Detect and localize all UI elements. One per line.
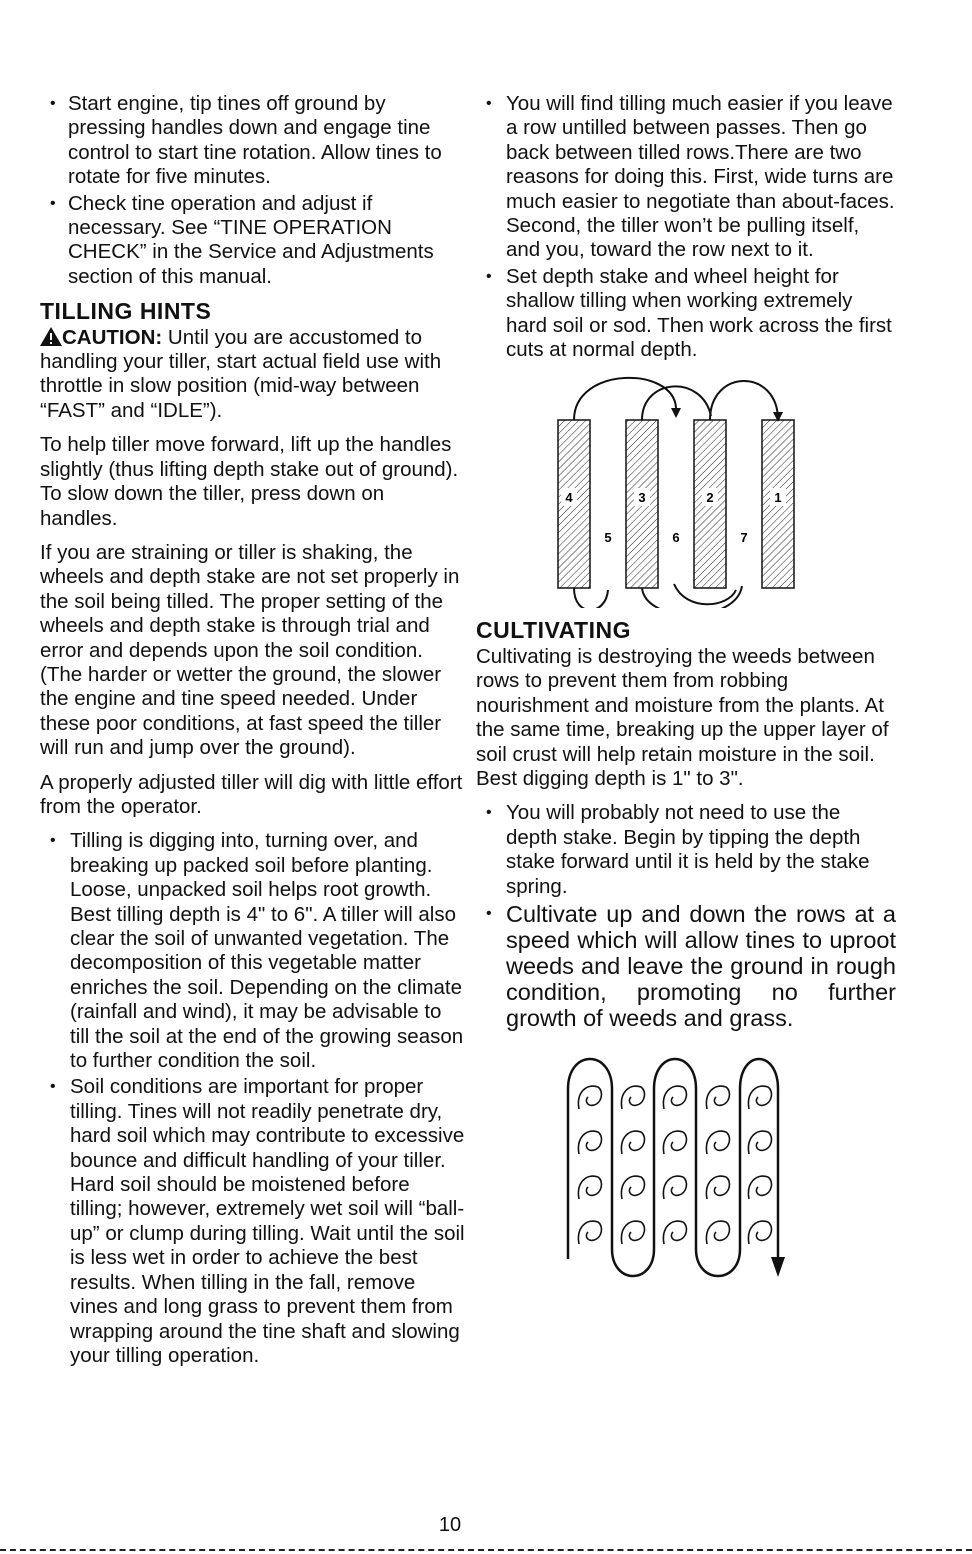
plant-symbol xyxy=(621,1221,644,1244)
plant-symbol xyxy=(621,1176,644,1199)
direction-arrow-icon xyxy=(771,1257,785,1277)
bullet-depth-stake-not-needed: • You will probably not need to use the depth stake. Begin by tipping the depth stake forward until it is held by the stake spring. xyxy=(476,801,896,899)
bullet-soil-conditions: • Soil conditions are important for proper tilling. Tines will not readily penetrate dry, hard soil which may contribute to excessive bounce and difficult handling of your tiller. Hard soil should be moistened before tilling; however, extremely wet soil will “ball-up” or clump during tilling. Wait until the soil is less wet in order to achieve the best results. When tilling in the fall, remove vines and long grass to prevent them from wrapping around the tine shaft and slowing your tilling operation. xyxy=(40,1075,465,1368)
tilling-pattern-diagram xyxy=(546,368,816,608)
plant-symbol xyxy=(663,1086,686,1109)
plant-symbol xyxy=(748,1221,771,1244)
tilling-hints-heading: TILLING HINTS xyxy=(40,298,212,325)
bullet-depth-stake: • Set depth stake and wheel height for shallow tilling when working extremely hard soil or sod. Then work across the first cuts at normal depth. xyxy=(476,265,896,363)
turn-arrow-top-right xyxy=(710,381,778,420)
startup-bullet-list xyxy=(40,92,465,289)
bullet-cultivate-rows: • Cultivate up and down the rows at a speed which will allow tines to uproot weeds and leave the ground in rough condition, promoting no further growth of weeds and grass. xyxy=(476,901,896,1031)
plant-symbol xyxy=(663,1131,686,1154)
cultivating-pattern-diagram xyxy=(560,1049,790,1289)
plant-symbol xyxy=(663,1176,686,1199)
plant-symbol xyxy=(748,1176,771,1199)
row-label-1: 1 xyxy=(774,490,782,506)
paragraph-properly-adjusted: A properly adjusted tiller will dig with little effort from the operator. xyxy=(40,770,463,818)
caution-text: Until you are accustomed to handling your tiller, start actual field use with throttle in slow position (mid-way between “FAST” and “IDLE”). xyxy=(40,325,442,422)
bullet-tilling-definition: • Tilling is digging into, turning over, and breaking up packed soil before planting. Loose, unpacked soil helps root growth. Best tilling depth is 4" to 6". A tiller will also clear the soil of unwanted vegetation. The decomposition of this vegetable matter enriches the soil. Depending on the climate (rainfall and wind), it may be advisable to till the soil at the end of the growing season to further condition the soil. xyxy=(40,829,465,1073)
bottom-rule xyxy=(0,1549,972,1551)
cultivating-bullet-list xyxy=(476,801,896,1031)
plant-symbol xyxy=(706,1221,729,1244)
row-label-5: 5 xyxy=(604,530,612,546)
row-label-4: 4 xyxy=(565,490,573,506)
turn-arrow-bottom-right xyxy=(642,586,742,608)
plant-symbol xyxy=(621,1131,644,1154)
turn-arrow-bottom-left xyxy=(574,588,608,608)
plant-symbol xyxy=(578,1086,601,1109)
plant-symbol xyxy=(578,1176,601,1199)
tilling-bullet-list xyxy=(40,829,465,1368)
cultivating-paragraph: Cultivating is destroying the weeds between rows to prevent them from robbing nourishment and moisture from the plants. At the same time, breaking up the upper layer of soil crust will help retain moisture in the soil. Best digging depth is 1" to 3". xyxy=(476,644,889,790)
page-number: 10 xyxy=(438,1514,462,1536)
row-label-3: 3 xyxy=(638,490,646,506)
caution-label: CAUTION: xyxy=(62,325,163,349)
right-column xyxy=(476,92,896,1289)
cultivating-path xyxy=(568,1059,778,1276)
right-bullet-list xyxy=(476,92,896,362)
cultivating-heading: CULTIVATING xyxy=(476,617,631,644)
row-label-7: 7 xyxy=(740,530,748,546)
plant-rows xyxy=(578,1086,771,1244)
paragraph-move-forward: To help tiller move forward, lift up the handles slightly (thus lifting depth stake out of ground). To slow down the tiller, press down on handles. xyxy=(40,433,459,530)
turn-arrow-top-left xyxy=(574,378,676,420)
plant-symbol xyxy=(663,1221,686,1244)
bullet-leave-row-untilled: • You will find tilling much easier if you leave a row untilled between passes. Then go back between tilled rows.There are two reasons for doing this. First, wide turns are much easier to negotiate than about-faces. Second, the tiller won’t be pulling itself, and you, toward the row next to it. xyxy=(476,92,896,263)
caution-paragraph xyxy=(40,326,465,424)
row-label-2: 2 xyxy=(706,490,714,506)
plant-symbol xyxy=(578,1221,601,1244)
plant-symbol xyxy=(578,1131,601,1154)
row-label-6: 6 xyxy=(672,530,680,546)
warning-triangle-icon xyxy=(40,327,62,346)
plant-symbol xyxy=(748,1086,771,1109)
plant-symbol xyxy=(706,1131,729,1154)
plant-symbol xyxy=(748,1131,771,1154)
bullet-start-engine: • Start engine, tip tines off ground by pressing handles down and engage tine control to start tine rotation. Allow tines to rotate for five minutes. xyxy=(40,92,465,190)
plant-symbol xyxy=(706,1086,729,1109)
bullet-check-tine-operation: • Check tine operation and adjust if necessary. See “TINE OPERATION CHECK” in the Service and Adjustments section of this manual. xyxy=(40,192,465,290)
plant-symbol xyxy=(706,1176,729,1199)
plant-symbol xyxy=(621,1086,644,1109)
left-column xyxy=(40,92,465,1370)
paragraph-straining: If you are straining or tiller is shaking, the wheels and depth stake are not set properly in the soil being tilled. The proper setting of the wheels and depth stake is through trial and error and depends upon the soil condition. (The harder or wetter the ground, the slower the engine and tine speed needed. Under these poor conditions, at fast speed the tiller will run and jump over the ground). xyxy=(40,540,460,760)
